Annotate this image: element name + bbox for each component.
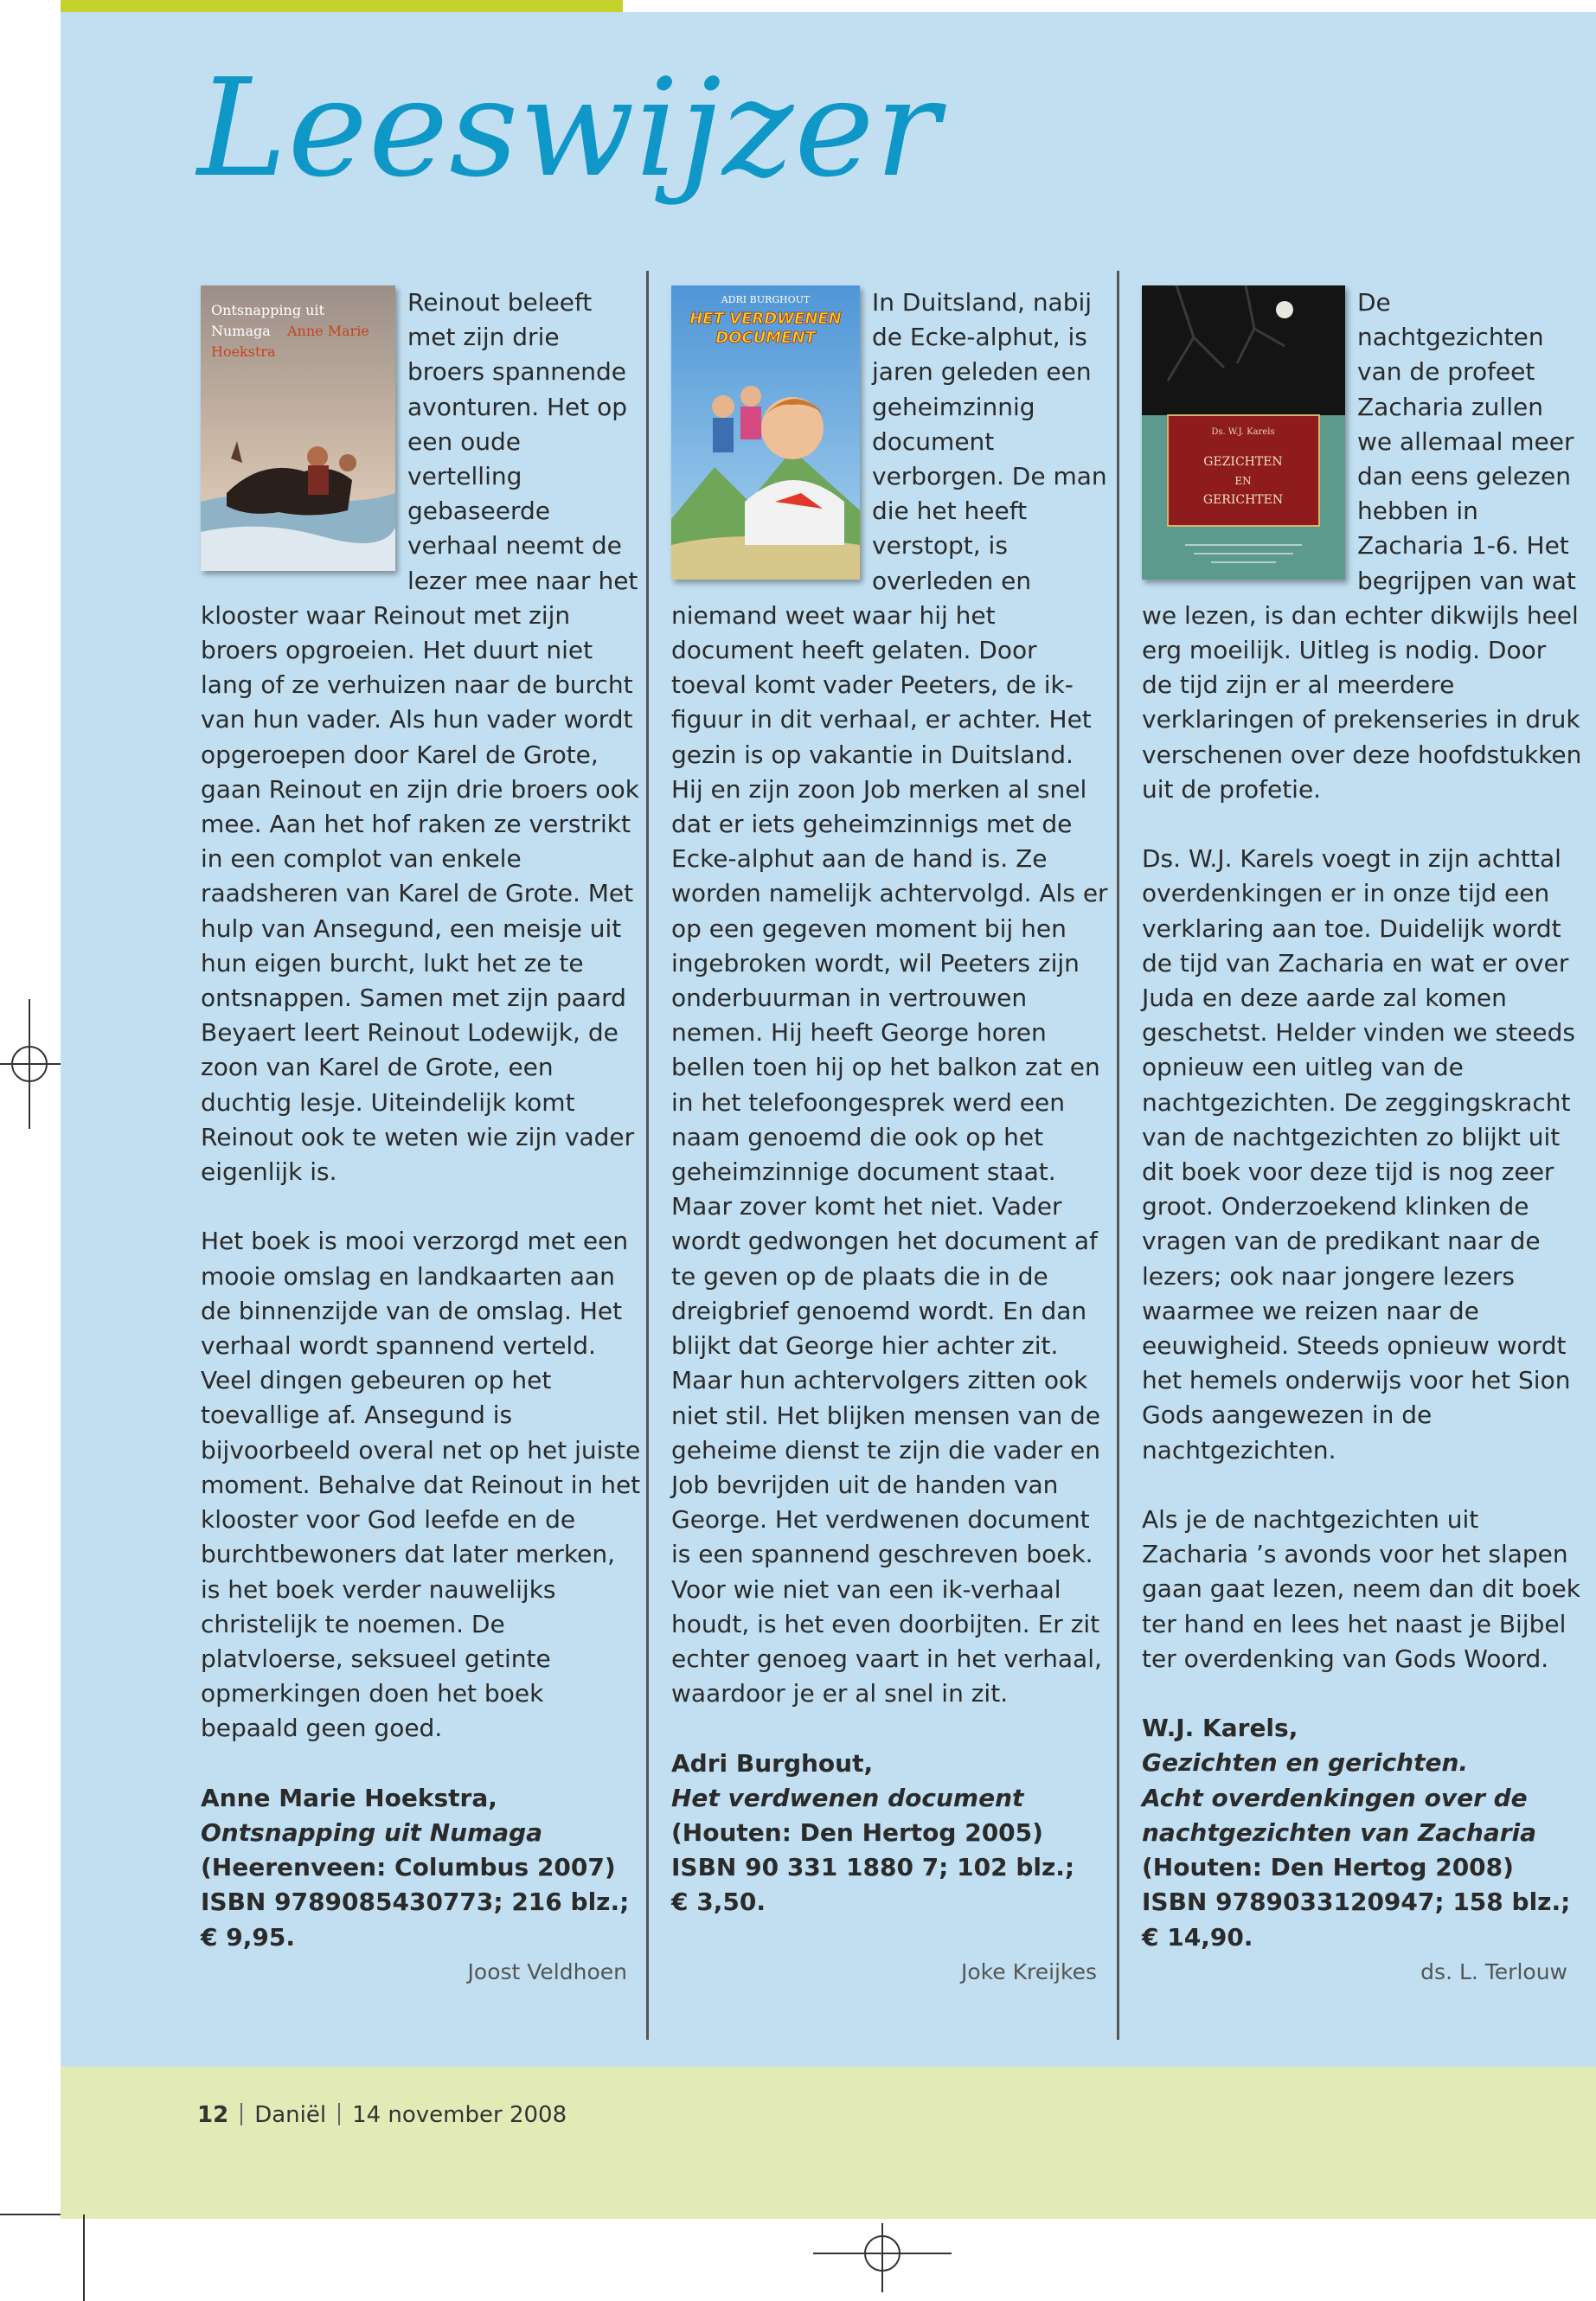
book-details (201, 1781, 642, 1955)
book-isbn: ISBN 9789085430773; 216 blz.; (201, 1888, 630, 1917)
book-publisher: (Houten: Den Hertog 2005) (671, 1817, 1043, 1847)
cover-art-verdwenen-document (671, 285, 860, 580)
svg-text:DOCUMENT: DOCUMENT (715, 329, 816, 347)
book-cover-numaga (201, 285, 395, 571)
footer-band (61, 2067, 1596, 2219)
top-accent-strip (61, 0, 623, 12)
svg-text:Hoekstra: Hoekstra (211, 343, 276, 360)
book-author: Anne Marie Hoekstra, (201, 1783, 497, 1812)
book-publisher: (Heerenveen: Columbus 2007) (201, 1853, 616, 1882)
book-publisher: (Houten: Den Hertog 2008) (1142, 1853, 1514, 1882)
review-paragraph: In Duitsland, nabij de Ecke-alphut, is jaren geleden een geheimzinnig document verborgen. De man die het heeft verstopt, is overleden en niemand weet waar hij het document heeft gelaten. Door toeval komt vader Peeters, de ik-figuur in dit verhaal, er achter. Het gezin is op vakantie in Duitsland. Hij en zijn zoon Job merken al snel dat er iets geheimzinnigs met de Ecke-alphut aan de hand is. Ze worden namelijk achtervolgd. Als er op een gegeven moment bij hen ingebroken wordt, wil Peeters zijn onderbuurman in vertrouwen nemen. Hij heeft George horen bellen toen hij op het balkon zat en in het telefoongesprek werd een naam genoemd die ook op het geheimzinnige document staat. Maar zover komt het niet. Vader wordt gedwongen het document af te geven op de plaats die in de dreigbrief genoemd wordt. En dan blijkt dat George hier achter zit. Maar hun achtervolgers zitten ook niet stil. Het blijken mensen van de geheime dienst te zijn die vader en Job bevrijden uit de handen van George. Het verdwenen document is een spannend geschreven boek. Voor wie niet van een ik-verhaal houdt, is het even doorbijten. Er zit echter genoeg vaart in het verhaal, waardoor je er al snel in zit. (671, 288, 1108, 1708)
book-title: Gezichten en gerichten. (1142, 1748, 1469, 1778)
review-paragraph: De nachtgezichten van de profeet Zacharia zullen we allemaal meer dan eens gelezen hebben in Zacharia 1-6. Het begrijpen van wat we lezen, is dan echter dikwijls heel erg moeilijk. Uitleg is nodig. Door de tijd zijn er al meerdere verklaringen of prekenseries in druk verschenen over deze hoofdstukken uit de profetie. (1142, 288, 1582, 804)
registration-mark-icon (0, 999, 61, 1129)
book-cover-gezichten-en-gerichten (1142, 285, 1345, 580)
book-price: € 3,50. (671, 1888, 766, 1917)
review-column-1 (201, 285, 642, 1955)
book-author: W.J. Karels, (1142, 1714, 1298, 1743)
svg-text:GEZICHTEN: GEZICHTEN (1203, 455, 1283, 469)
reviewer-name: Joost Veldhoen (467, 1959, 627, 1984)
review-column-2 (671, 285, 1112, 1920)
page-number: 12 (197, 2102, 229, 2128)
column-divider (646, 271, 649, 2040)
svg-text:Anne Marie: Anne Marie (287, 323, 369, 339)
column-divider (1117, 271, 1119, 2040)
book-price: € 9,95. (201, 1922, 295, 1952)
cover-art-gezichten-en-gerichten (1142, 285, 1345, 580)
book-author: Adri Burghout, (671, 1748, 874, 1778)
review-column-3 (1142, 285, 1583, 1955)
svg-text:GERICHTEN: GERICHTEN (1202, 493, 1284, 507)
svg-text:EN: EN (1234, 475, 1252, 487)
reviewer-name: Joke Kreijkes (961, 1959, 1097, 1984)
page-footer (197, 2102, 567, 2128)
section-title: Leeswijzer (197, 49, 941, 207)
book-title: Het verdwenen document (671, 1783, 1024, 1812)
svg-text:ADRI BURGHOUT: ADRI BURGHOUT (721, 294, 811, 305)
svg-text:HET VERDWENEN: HET VERDWENEN (689, 310, 842, 328)
review-paragraph: Ds. W.J. Karels voegt in zijn achttal overdenkingen er in onze tijd een verklaring aan toe. Duidelijk wordt de tijd van Zacharia en wat er over Juda en deze aarde zal komen geschetst. Helder vinden we steeds opnieuw een uitleg van de nachtgezichten. De zeggingskracht van de nachtgezichten zo blijkt uit dit boek voor deze tijd is nog zeer groot. Onderzoekend klinken de vragen van de predikant naar de lezers; ook naar jongere lezers waarmee we reizen naar de eeuwigheid. Steeds opnieuw wordt het hemels onderwijs voor het Sion Gods aangewezen in de nachtgezichten. (1142, 844, 1575, 1465)
footer-separator (338, 2103, 340, 2125)
reviewer-name: ds. L. Terlouw (1420, 1959, 1567, 1984)
book-details (1142, 1711, 1583, 1954)
book-cover-verdwenen-document (671, 285, 860, 580)
crop-mark-icon (0, 2189, 87, 2301)
book-details (671, 1747, 1112, 1920)
book-subtitle: Acht overdenkingen over de nachtgezichten van Zacharia (1142, 1783, 1537, 1847)
cover-art-numaga (201, 285, 395, 571)
registration-mark-icon (813, 2223, 952, 2292)
footer-separator (240, 2103, 242, 2125)
svg-text:Ds. W.J. Karels: Ds. W.J. Karels (1211, 427, 1275, 437)
issue-date: 14 november 2008 (352, 2102, 567, 2128)
magazine-name: Daniël (254, 2102, 327, 2128)
svg-text:Ontsnapping uit: Ontsnapping uit (211, 302, 324, 318)
book-isbn: ISBN 9789033120947; 158 blz.; (1142, 1888, 1571, 1917)
book-isbn: ISBN 90 331 1880 7; 102 blz.; (671, 1853, 1075, 1882)
svg-text:Numaga: Numaga (211, 323, 271, 339)
review-paragraph: Reinout beleeft met zijn drie broers spannende avonturen. Het op een oude vertelling gebaseerde verhaal neemt de lezer mee naar het klooster waar Reinout met zijn broers opgroeien. Het duurt niet lang of ze verhuizen naar de burcht van hun vader. Als hun vader wordt opgeroepen door Karel de Grote, gaan Reinout en zijn drie broers ook mee. Aan het hof raken ze verstrikt in een complot van enkele raadsheren van Karel de Grote. Met hulp van Ansegund, een meisje uit hun eigen burcht, lukt het ze te ontsnappen. Samen met zijn paard Beyaert leert Reinout Lodewijk, de zoon van Karel de Grote, een duchtig lesje. Uiteindelijk komt Reinout ook te weten wie zijn vader eigenlijk is. (201, 288, 639, 1187)
review-paragraph: Het boek is mooi verzorgd met een mooie omslag en landkaarten aan de binnenzijde van de omslag. Het verhaal wordt spannend verteld. Veel dingen gebeuren op het toevallige af. Ansegund is bijvoorbeeld overal net op het juiste moment. Behalve dat Reinout in het klooster voor God leefde en de burchtbewoners dat later merken, is het boek verder nauwelijks christelijk te noemen. De platvloerse, seksueel getinte opmerkingen doen het boek bepaald geen goed. (201, 1227, 641, 1743)
book-title: Ontsnapping uit Numaga (201, 1817, 543, 1847)
book-price: € 14,90. (1142, 1922, 1253, 1952)
review-paragraph: Als je de nachtgezichten uit Zacharia ’s avonds voor het slapen gaan gaat lezen, neem dan dit boek ter hand en lees het naast je Bijbel ter overdenking van Gods Woord. (1142, 1505, 1580, 1673)
